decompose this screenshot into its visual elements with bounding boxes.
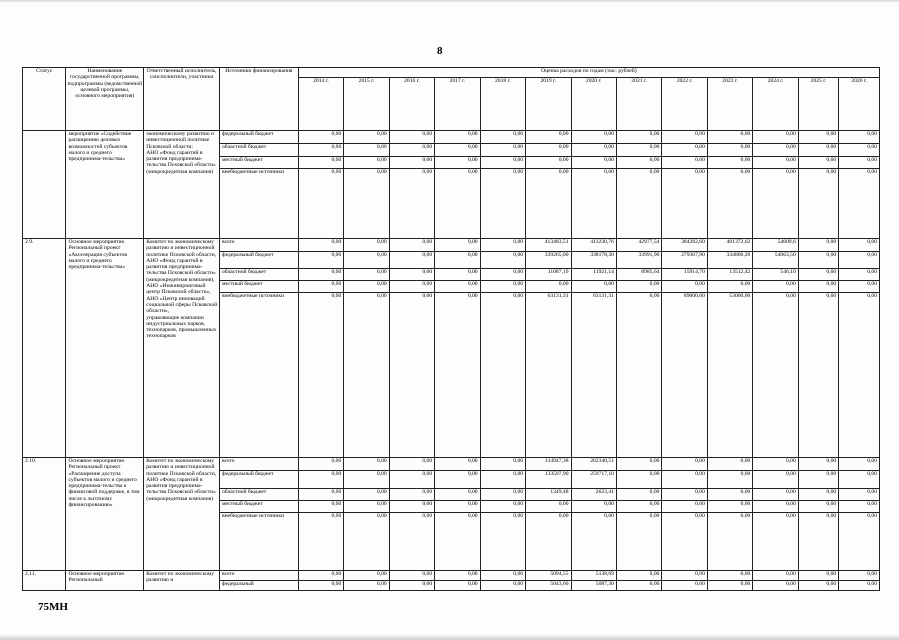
cell-value: 13512,42 [707,269,752,281]
cell-value: 0,00 [753,513,798,571]
cell-program-name: Основное мероприятие. Региональный проект «Акселерация субъектов малого и среднего предпринима-тельства» [66,239,144,458]
cell-value: 63131,31 [571,293,616,458]
cell-value: 0,00 [298,471,343,489]
table-header [23,68,880,131]
cell-value: 0,00 [298,269,343,281]
cell-value: 0,00 [298,252,343,269]
cell-funding-source: областной бюджет [220,144,299,157]
page-number: 8 [437,45,443,57]
cell-value: 262340,51 [571,458,616,471]
table-row [23,131,880,144]
cell-value: 0,00 [480,144,525,157]
cell-value: 0,00 [662,157,707,169]
cell-value: 0,00 [480,169,525,239]
cell-funding-source: всего [220,458,299,471]
cell-value: 0,00 [662,489,707,501]
cell-value: 0,00 [480,471,525,489]
cell-value: 0,00 [571,281,616,293]
cell-value: 0,00 [753,471,798,489]
cell-value: 0,00 [344,571,389,581]
cell-value: 0,00 [344,157,389,169]
cell-value: 0,00 [707,131,752,144]
cell-value: 334860,20 [707,252,752,269]
cell-value: 0,00 [798,131,838,144]
cell-value: 0,00 [707,571,752,581]
cell-value: 0,00 [662,571,707,581]
cell-value: 0,00 [435,501,480,513]
cell-value: 0,00 [480,571,525,581]
footer-code: 75МН [38,601,68,613]
cell-executor: Комитет по экономическому развитию и инвестиционной политике Псковской области, АНО «Фонд гарантий в развития предпринима-тельства Псковской области» (микрокредитная компания) [144,458,220,571]
cell-value: 0,00 [662,144,707,157]
header-status: Статус [23,68,66,131]
cell-value: 0,00 [389,501,434,513]
cell-value: 0,00 [526,131,571,144]
cell-value: 0,00 [298,281,343,293]
cell-value: 0,00 [839,571,880,581]
cell-funding-source: федеральный бюджет [220,252,299,269]
cell-funding-source: областной бюджет [220,489,299,501]
cell-funding-source: федеральный [220,581,299,591]
header-source: Источники финансирования [220,68,299,131]
cell-value: 0,00 [707,471,752,489]
cell-value: 0,00 [571,501,616,513]
table-body [23,131,880,591]
cell-status: 2.11. [23,571,66,591]
header-name: Наименование государственной программы, подпрограммы (ведомственной целевой программы, основного мероприятия) [66,68,144,131]
cell-value: 0,00 [526,144,571,157]
cell-value: 0,00 [298,571,343,581]
cell-value: 0,00 [616,501,661,513]
header-year: 2026 г. [839,78,880,131]
cell-value: 0,00 [839,489,880,501]
cell-executor: Комитет по экономическому развитию и инвестиционной политике Псковской области, АНО «Фонд гарантий в развития предпринима-тельства Псковской области» (микрокредитная компания), АНО «Инжиниринговый центр Псковской области», АНО «Центр инноваций социальной сферы Псковской области», управляющие компании индустриальных парков, технопарков, промышленных технопарков [144,239,220,458]
cell-value: 0,00 [798,169,838,239]
cell-value: 0,00 [662,458,707,471]
cell-value: 339265,00 [526,252,571,269]
cell-value: 0,00 [839,131,880,144]
cell-value: 0,00 [571,144,616,157]
cell-value: 0,00 [707,581,752,591]
cell-value: 0,00 [707,458,752,471]
cell-value: 0,00 [298,489,343,501]
cell-funding-source: местный бюджет [220,501,299,513]
cell-value: 0,00 [435,252,480,269]
cell-value: 0,00 [616,458,661,471]
cell-value: 0,00 [389,252,434,269]
cell-value: 0,00 [344,581,389,591]
cell-value: 134947,38 [526,458,571,471]
cell-value: 0,00 [480,157,525,169]
cell-value: 0,00 [616,489,661,501]
cell-value: 0,00 [435,571,480,581]
cell-value: 0,00 [344,293,389,458]
cell-value: 0,00 [798,269,838,281]
cell-value: 0,00 [389,581,434,591]
cell-value: 0,00 [798,571,838,581]
cell-value: 0,00 [389,489,434,501]
cell-status [23,131,66,239]
cell-value: 0,00 [753,581,798,591]
cell-value: 33991,90 [616,252,661,269]
cell-value: 0,00 [344,269,389,281]
cell-value: 0,00 [298,581,343,591]
header-year: 2020 г. [571,78,616,131]
cell-value: 0,00 [571,513,616,571]
header-year: 2019 г. [526,78,571,131]
cell-value: 0,00 [480,293,525,458]
cell-value: 0,00 [389,131,434,144]
cell-value: 0,00 [839,293,880,458]
cell-value: 0,00 [662,471,707,489]
cell-funding-source: федеральный бюджет [220,471,299,489]
cell-value: 0,00 [344,471,389,489]
cell-value: 0,00 [571,169,616,239]
cell-value: 0,00 [662,169,707,239]
cell-value: 0,00 [798,293,838,458]
cell-value: 0,00 [798,239,838,252]
cell-value: 0,00 [298,239,343,252]
cell-value: 0,00 [480,131,525,144]
cell-value: 0,00 [344,281,389,293]
cell-value: 0,00 [839,458,880,471]
cell-value: 0,00 [480,458,525,471]
cell-value: 0,00 [389,239,434,252]
cell-value: 0,00 [344,513,389,571]
cell-value: 0,00 [435,131,480,144]
header-year: 2015 г. [344,78,389,131]
cell-value: 0,00 [435,269,480,281]
cell-value: 0,00 [798,157,838,169]
cell-value: 0,00 [389,157,434,169]
table-row [23,571,880,581]
cell-funding-source: местный бюджет [220,281,299,293]
cell-value: 0,00 [298,169,343,239]
cell-funding-source: всего [220,571,299,581]
header-executor: Ответственный исполнитель, соисполнители, участники [144,68,220,131]
cell-value: 0,00 [753,489,798,501]
table-row [23,239,880,252]
cell-funding-source: внебюджетные источники [220,293,299,458]
cell-program-name: мероприятие «Содействие расширению деловых возможностей субъектов малого и среднего предпринима-тельства» [66,131,144,239]
cell-value: 11921,14 [571,269,616,281]
cell-value: 0,00 [480,513,525,571]
cell-value: 0,00 [389,169,434,239]
cell-value: 0,00 [707,513,752,571]
cell-value: 0,00 [839,269,880,281]
cell-value: 0,00 [753,157,798,169]
header-year: 2021 г. [616,78,661,131]
cell-program-name: Основное мероприятие. Региональный [66,571,144,591]
cell-value: 0,00 [662,513,707,571]
cell-value: 0,00 [389,293,434,458]
cell-status: 2.10. [23,458,66,571]
cell-value: 54063,50 [753,252,798,269]
header-year: 2024 г. [753,78,798,131]
cell-value: 0,00 [798,281,838,293]
cell-value: 0,00 [389,471,434,489]
header-year: 2025 г. [798,78,838,131]
cell-value: 259717,10 [571,471,616,489]
cell-status: 2.9. [23,239,66,458]
cell-value: 546,10 [753,269,798,281]
cell-value: 0,00 [839,169,880,239]
cell-value: 279367,90 [662,252,707,269]
header-year: 2018 г. [480,78,525,131]
cell-value: 0,00 [298,513,343,571]
cell-value: 133597,90 [526,471,571,489]
cell-value: 0,00 [435,513,480,571]
table-row [23,458,880,471]
cell-value: 0,00 [616,293,661,458]
cell-value: 0,00 [798,144,838,157]
cell-value: 0,00 [435,581,480,591]
budget-table-wrap [22,67,880,595]
cell-value: 338178,30 [571,252,616,269]
cell-value: 5138,69 [571,571,616,581]
cell-value: 0,00 [344,239,389,252]
cell-value: 0,00 [798,252,838,269]
cell-value: 0,00 [707,501,752,513]
cell-value: 5043,60 [526,581,571,591]
cell-value: 0,00 [753,571,798,581]
cell-value: 0,00 [480,489,525,501]
cell-funding-source: местный бюджет [220,157,299,169]
cell-value: 0,00 [798,489,838,501]
scan-edge-bottom [0,634,899,640]
cell-value: 0,00 [435,144,480,157]
cell-value: 0,00 [435,239,480,252]
cell-value: 42977,54 [616,239,661,252]
cell-value: 0,00 [798,471,838,489]
cell-value: 0,00 [526,169,571,239]
cell-value: 0,00 [298,144,343,157]
cell-value: 0,00 [480,281,525,293]
cell-value: 384282,60 [662,239,707,252]
cell-funding-source: внебюджетные источники [220,513,299,571]
cell-value: 0,00 [616,144,661,157]
cell-value: 0,00 [526,157,571,169]
cell-funding-source: федеральный бюджет [220,131,299,144]
cell-value: 0,00 [753,458,798,471]
cell-value: 0,00 [480,581,525,591]
cell-value: 401372,62 [707,239,752,252]
cell-value: 0,00 [344,169,389,239]
cell-value: 0,00 [798,513,838,571]
cell-value: 0,00 [526,501,571,513]
header-estimate: Оценка расходов по годам (тыс. рублей) [298,68,879,78]
cell-value: 0,00 [435,169,480,239]
cell-value: 0,00 [526,513,571,571]
cell-value: 0,00 [389,144,434,157]
cell-value: 0,00 [526,281,571,293]
cell-value: 0,00 [662,131,707,144]
cell-value: 0,00 [389,458,434,471]
cell-value: 0,00 [344,489,389,501]
cell-funding-source: всего [220,239,299,252]
cell-value: 0,00 [839,513,880,571]
cell-executor: экономическому развитию и инвестиционной политике Псковской области; АНО «Фонд гарантий в развития предпринима-тельства Псковской области» (микрокредитная компания) [144,131,220,239]
cell-value: 0,00 [571,157,616,169]
cell-value: 0,00 [344,458,389,471]
cell-value: 11087,19 [526,269,571,281]
cell-value: 0,00 [389,269,434,281]
cell-value: 413230,76 [571,239,616,252]
cell-value: 0,00 [298,131,343,144]
cell-value: 0,00 [616,571,661,581]
cell-value: 0,00 [435,157,480,169]
cell-value: 0,00 [344,501,389,513]
cell-value: 0,00 [662,501,707,513]
cell-value: 0,00 [798,501,838,513]
cell-value: 0,00 [616,513,661,571]
cell-value: 0,00 [753,281,798,293]
cell-value: 0,00 [389,571,434,581]
cell-value: 0,00 [480,239,525,252]
cell-value: 1349,48 [526,489,571,501]
cell-executor: Комитет по экономическому развитию и [144,571,220,591]
header-year: 2014 г. [298,78,343,131]
cell-value: 0,00 [707,144,752,157]
cell-value: 0,00 [298,501,343,513]
cell-value: 0,00 [435,293,480,458]
header-year: 2016 г. [389,78,434,131]
cell-value: 0,00 [571,131,616,144]
cell-value: 0,00 [753,144,798,157]
cell-value: 0,00 [344,144,389,157]
cell-funding-source: областной бюджет [220,269,299,281]
cell-value: 0,00 [798,458,838,471]
cell-value: 0,00 [616,471,661,489]
cell-value: 0,00 [616,157,661,169]
header-year: 2017 г. [435,78,480,131]
cell-value: 0,00 [662,281,707,293]
cell-value: 0,00 [480,501,525,513]
cell-value: 0,00 [616,169,661,239]
cell-value: 0,00 [435,471,480,489]
cell-value: 0,00 [344,252,389,269]
cell-value: 0,00 [389,513,434,571]
cell-value: 0,00 [616,581,661,591]
cell-value: 0,00 [435,458,480,471]
cell-value: 0,00 [616,281,661,293]
cell-value: 0,00 [839,281,880,293]
cell-value: 54609,6 [753,239,798,252]
cell-value: 5087,30 [571,581,616,591]
cell-value: 0,00 [753,501,798,513]
header-year: 2022 г. [662,78,707,131]
cell-value: 0,00 [839,581,880,591]
cell-value: 413483,51 [526,239,571,252]
cell-value: 0,00 [707,169,752,239]
cell-value: 0,00 [298,458,343,471]
cell-value: 0,00 [707,157,752,169]
cell-value: 0,00 [839,501,880,513]
cell-value: 0,00 [753,131,798,144]
cell-value: 0,00 [616,131,661,144]
cell-value: 0,00 [839,239,880,252]
cell-value: 0,00 [389,281,434,293]
cell-value: 0,00 [839,144,880,157]
cell-value: 0,00 [298,293,343,458]
cell-program-name: Основное мероприятие. Региональный проект «Расширение доступа субъектов малого и среднего предпринима-тельства к финансовой поддержке, в том числе к льготному финансированию» [66,458,144,571]
cell-value: 0,00 [839,471,880,489]
cell-value: 0,00 [435,281,480,293]
cell-value: 0,00 [753,293,798,458]
cell-value: 0,00 [480,252,525,269]
cell-value: 0,00 [798,581,838,591]
cell-value: 0,00 [662,581,707,591]
cell-value: 0,00 [839,252,880,269]
cell-value: 8985,64 [616,269,661,281]
cell-value: 0,00 [753,169,798,239]
cell-funding-source: внебюджетные источники [220,169,299,239]
budget-table [22,67,880,591]
cell-value: 89000,00 [662,293,707,458]
scan-edge-top [0,0,899,3]
cell-value: 15914,70 [662,269,707,281]
cell-value: 53000,00 [707,293,752,458]
cell-value: 2623,41 [571,489,616,501]
cell-value: 0,00 [298,157,343,169]
cell-value: 0,00 [839,157,880,169]
cell-value: 0,00 [707,281,752,293]
cell-value: 0,00 [435,489,480,501]
cell-value: 0,00 [707,489,752,501]
cell-value: 0,00 [480,269,525,281]
header-year: 2023 г. [707,78,752,131]
cell-value: 5094,55 [526,571,571,581]
cell-value: 0,00 [344,131,389,144]
cell-value: 63131,31 [526,293,571,458]
